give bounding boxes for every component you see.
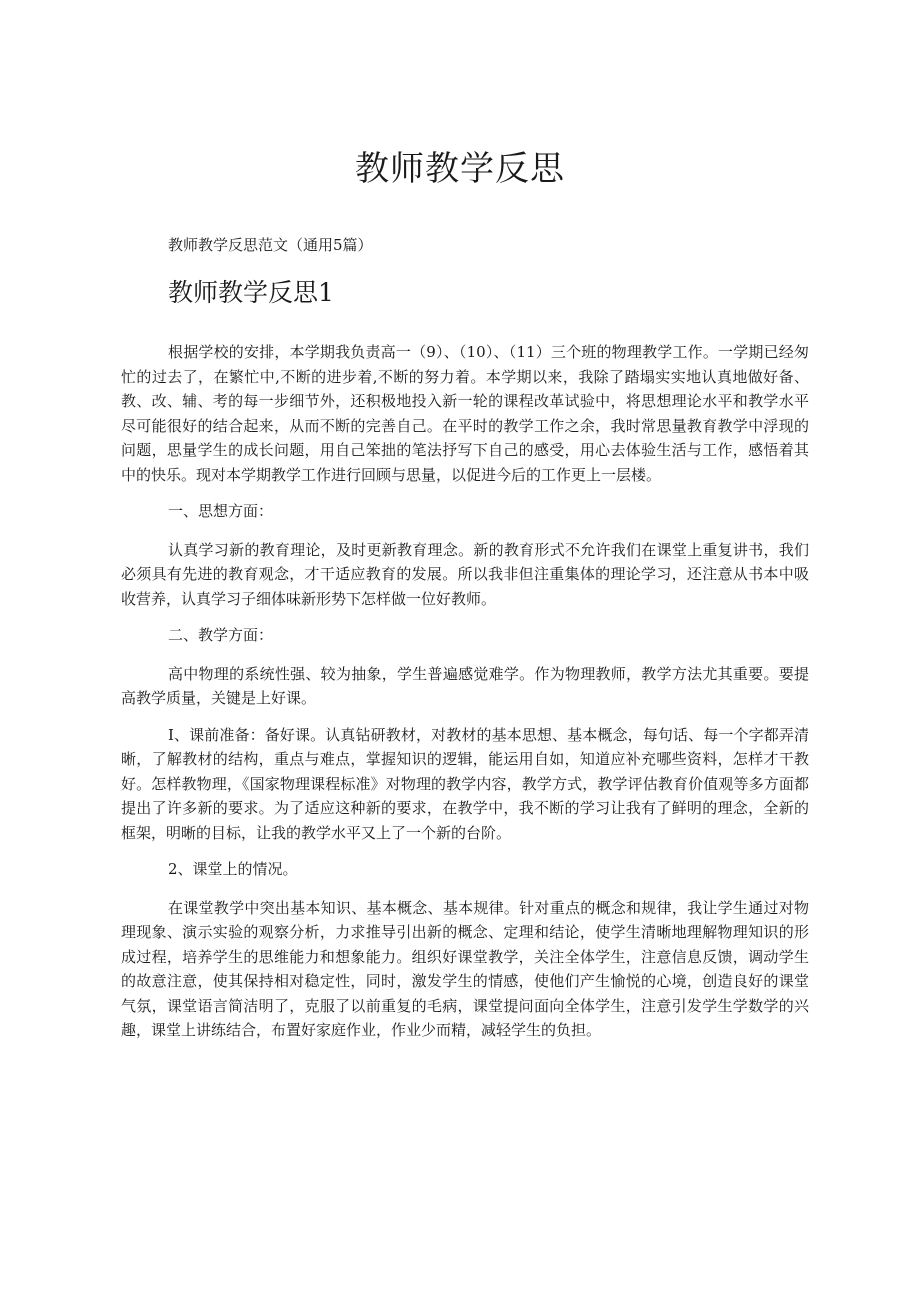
paragraph-classroom: 在课堂教学中突出基本知识、基本概念、基本规律。针对重点的概念和规律，我让学生通过对物理现象、演示实验的观察分析，力求推导引出新的概念、定理和结论，使学生清晰地理解物理知识的形成过程，培养学生的思维能力和想象能力。组织好课堂教学，关注全体学生，注意信息反馈，调动学生的故意注意，使其保持相对稳定性，同时，激发学生的情感，使他们产生愉悦的心境，创造良好的课堂气氛，课堂语言简洁明了，克服了以前重复的毛病，课堂提问面向全体学生，注意引发学生学数学的兴趣，课堂上讲练结合，布置好家庭作业，作业少而精，减轻学生的负担。 [121,898,809,1039]
document-body [121,340,809,1055]
paragraph-thought: 认真学习新的教育理论，及时更新教育理念。新的教育形式不允许我们在课堂上重复讲书，我们必须具有先进的教育观念，才干适应教育的发展。所以我非但注重集体的理论学习，还注意从书本中吸收营养，认真学习子细体味新形势下怎样做一位好教师。 [121,540,809,608]
paragraph-preparation: I、课前准备：备好课。认真钻研教材，对教材的基本思想、基本概念，每句话、每一个字都弄清晰，了解教材的结构，重点与难点，掌握知识的逻辑，能运用自如，知道应补充哪些资料，怎样才干教好。怎样教物理，《国家物理课程标准》对物理的教学内容，教学方式，教学评估教育价值观等多方面都提出了许多新的要求。为了适应这种新的要求，在教学中，我不断的学习让我有了鲜明的理念，全新的框架，明晰的目标，让我的教学水平又上了一个新的台阶。 [121,725,809,842]
section-heading: 教师教学反思1 [168,278,334,307]
document-subtitle: 教师教学反思范文（通用5篇） [168,236,373,254]
paragraph-intro: 根据学校的安排，本学期我负责高一（9）、（10）、（11）三个班的物理教学工作。一学期已经匆忙的过去了，在繁忙中,不断的进步着,不断的努力着。本学期以来，我除了踏塌实实地认真地做好备、教、改、辅、考的每一步细节外，还积极地投入新一轮的课程改革试验中，将思想理论水平和教学水平尽可能很好的结合起来，从而不断的完善自己。在平时的教学工作之余，我时常思量教育教学中浮现的问题，思量学生的成长问题，用自己笨拙的笔法抒写下自己的感受，用心去体验生活与工作，感悟着其中的快乐。现对本学期教学工作进行回顾与思量，以促进今后的工作更上一层楼。 [121,343,809,484]
paragraph-heading-thought: 一、思想方面： [168,502,274,520]
paragraph-heading-teaching: 二、教学方面： [168,626,274,644]
paragraph-teaching: 高中物理的系统性强、较为抽象，学生普遍感觉难学。作为物理教师，教学方法尤其重要。要提高教学质量，关键是上好课。 [121,664,809,707]
paragraph-heading-classroom: 2、课堂上的情况。 [168,860,298,878]
document-title: 教师教学反思 [355,149,565,189]
